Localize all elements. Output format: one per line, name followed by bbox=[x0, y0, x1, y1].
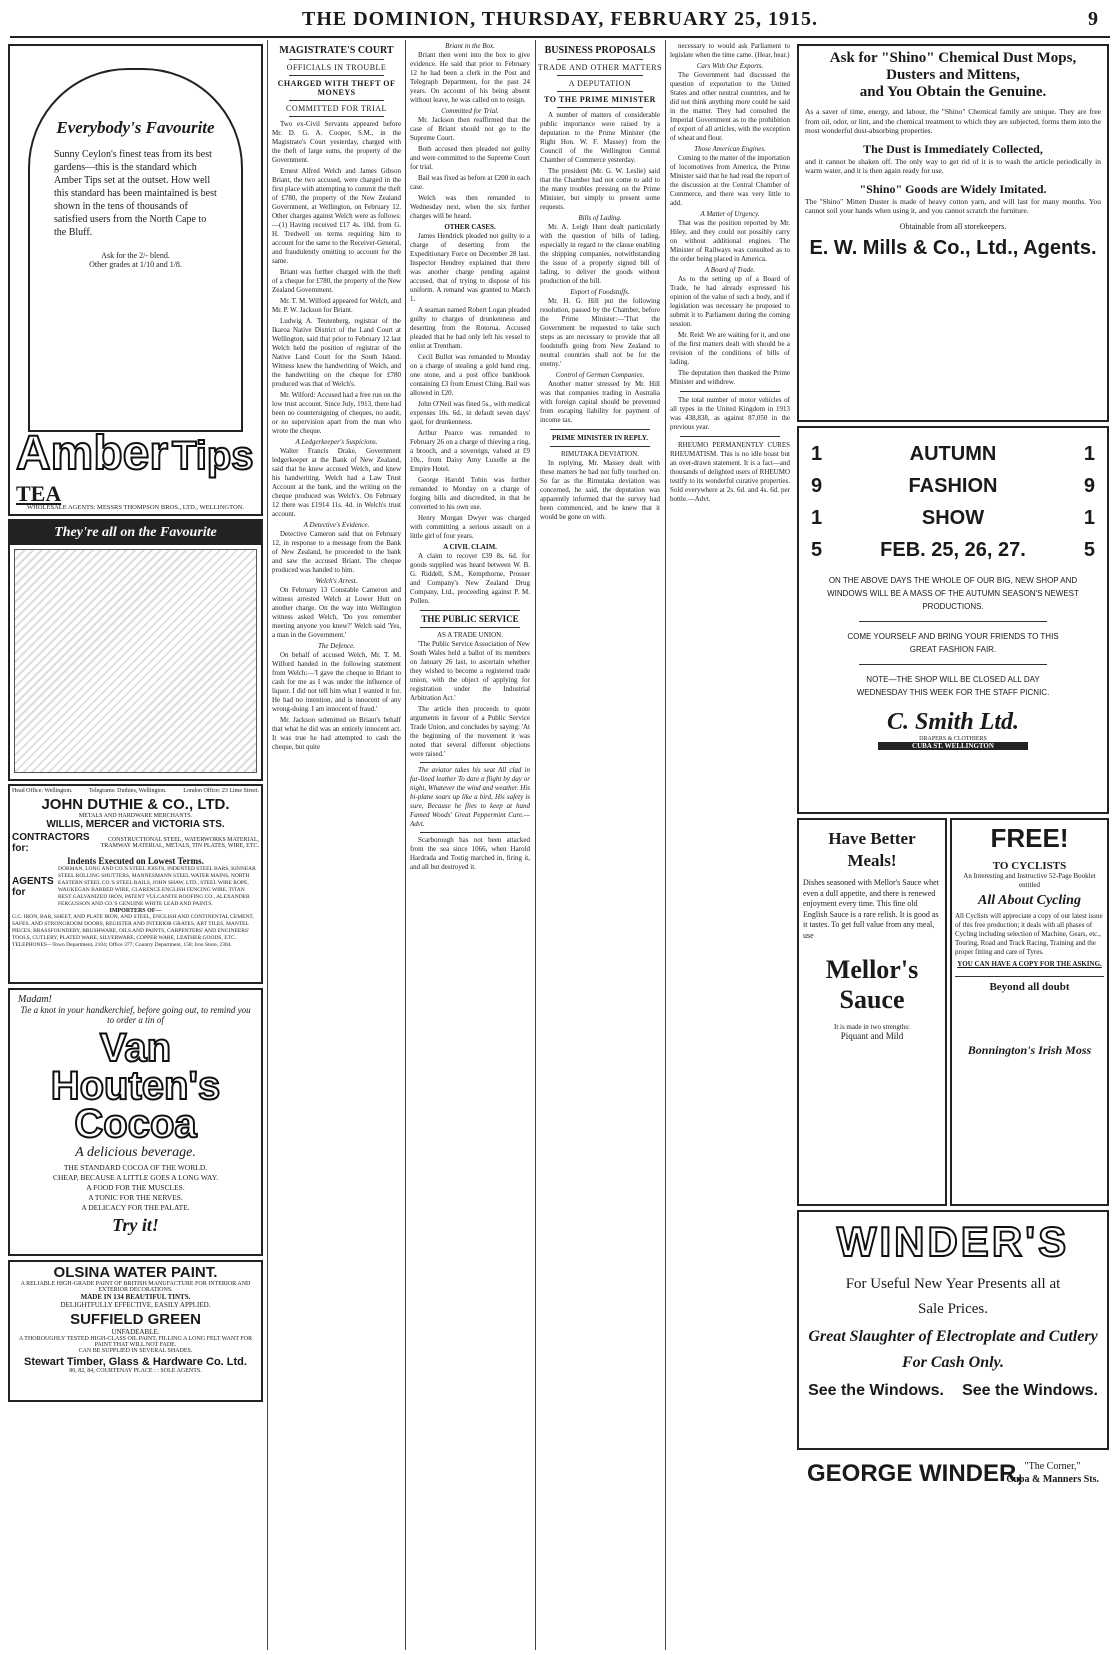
duthie-importers-list: G.C. IRON, BAR, SHEET, AND PLATE IRON, AND STEEL, ENGLISH AND CONTINENTAL CEMENT, SAFES, AND STRONGROOM DOORS, REGISTER AND INTERIOR GRATES, ART TILES, MANTEL PIECES, BRASSFOUNDERY, BRUSHWARE, OILS AND PAINTS, CARPENTERS' AND ENGINEERS' TOOLS, CUTLERY, PLATED WARE, SILVERWARE, COPPER WARE, LEATHER GOODS, ETC. bbox=[12, 914, 254, 941]
george-winder-footer bbox=[797, 1452, 1109, 1502]
col4-p6: The deputation then thanked the Prime Minister and withdrew. bbox=[670, 369, 790, 386]
mellor-tag: It is made in two strengths: bbox=[833, 1023, 911, 1031]
court-title: MAGISTRATE'S COURT bbox=[279, 45, 394, 56]
amber-tips-text: Sunny Ceylon's finest teas from its best gardens—this is the standard which Amber Tips set at the outset. How well this standard has been maintained is best shown in the tens of thousands of satisfied users from the North Cape to the Bluff. bbox=[54, 149, 217, 238]
trade-union-head: AS A TRADE UNION. bbox=[437, 631, 503, 639]
shino-p3: The "Shino" Mitten Duster is made of heavy cotton yarn, and will last for many months. You cannot soil your hands when using it, and you cannot scratch the furniture. bbox=[805, 196, 1101, 215]
free-book: All About Cycling bbox=[978, 893, 1081, 908]
van-logo: Van bbox=[99, 1026, 172, 1070]
court-column bbox=[269, 42, 404, 1652]
business-continued-column bbox=[667, 42, 793, 1180]
business-p5: Another matter stressed by Mr. Hill was that companies trading in Australia with foreign capital should be prevented from escaping liability for payment of income tax. bbox=[540, 380, 660, 424]
business-p1: A number of matters of considerable public importance were raised by a deputation to the Prime Minister (the Right Hon. W. F. Massey) from the Council of the Wellington Central Chamber of Commerce yesterday. bbox=[540, 111, 660, 164]
amber-tips-brand bbox=[16, 426, 261, 507]
court-p2: Ernest Alfred Welch and James Gibson Briant, the two accused, were charged in the first place with attempting to commit the theft of £780, the property of the New Zealand Government, at Wellington, on February 12. Other charges against Welch were as follows:—(1) Having received £17 4s. 10d. from G. H. Tredwell on terms requiring him to account for the same to the Receiver-General, and fraudulently omitting to account for the same. bbox=[272, 167, 401, 265]
court-p16: Welch was then remanded to Wednesday next, when the six further charges will be heard. bbox=[410, 194, 530, 220]
business-title: BUSINESS PROPOSALS bbox=[544, 45, 656, 56]
autumn-fashion-ad bbox=[797, 426, 1109, 814]
winder-line2: Sale Prices. bbox=[918, 1301, 988, 1317]
masthead bbox=[10, 2, 1110, 38]
court-h-committed: Committed for Trial. bbox=[441, 107, 499, 115]
court-p11: Mr. Jackson submitted on Briant's behalf that what he did was an entirely innocent act. It was true he had attempted to cash the cheque, but quite bbox=[272, 716, 401, 751]
houtens-logo: Houten's bbox=[50, 1064, 221, 1108]
col4-p3: That was the position reported by Mr. Hiley, and they could not possibly carry on without additional engines. The Minister of Railways was consulted as to the order being placed in America. bbox=[670, 219, 790, 263]
duthie-firm: WILLIS, MERCER and VICTORIA STS. bbox=[46, 819, 225, 830]
free-text: An Interesting and Instructive 52-Page Booklet entitled bbox=[963, 872, 1096, 889]
tea-logo: TEA bbox=[16, 481, 62, 506]
amber-tips-ask: Ask for the 2/- blend. bbox=[101, 251, 170, 260]
van-houten-line4: A TONIC FOR THE NERVES. bbox=[88, 1193, 183, 1202]
van-houten-line1: THE STANDARD COCOA OF THE WORLD. bbox=[63, 1163, 208, 1172]
year-digit: 9 bbox=[1083, 475, 1095, 497]
column-rule bbox=[267, 40, 268, 1650]
court-p3: Briant was further charged with the theft of a cheque for £780, the property of the New Zealand Government. bbox=[272, 268, 401, 294]
olsina-address: 80, 82, 84, COURTENAY PLACE : : SOLE AGENTS. bbox=[69, 1368, 202, 1374]
duthie-telephones: TELEPHONES—Town Department, 2104; Office 377; Country Department, 158; Iron Store, 2304. bbox=[12, 942, 232, 948]
duthie-contractors: CONTRACTORS for: bbox=[12, 832, 90, 854]
business-p3: Mr. A. Leigh Hunt dealt particularly with the question of bills of lading, especially in regard to the clause enabling the shipping companies, notwithstanding the issue of a properly signed bill of lading, to deliver the goods without production of the bill. bbox=[540, 223, 660, 285]
free-cycling-ad bbox=[950, 818, 1109, 1206]
amber-logo: Amber bbox=[16, 427, 169, 480]
duthie-telegrams: Telegrams: Duthies, Wellington. bbox=[89, 788, 167, 794]
masthead-title: THE DOMINION, THURSDAY, FEBRUARY 25, 1915. bbox=[302, 8, 818, 30]
business-p2: The president (Mr. G. W. Leslie) said that the Chamber had not come to add to the many troubles pressing on the Prime Minister, but simply to present some requests. bbox=[540, 167, 660, 211]
van-houten-brand bbox=[10, 1026, 261, 1146]
court-p15: Bail was fixed as before at £200 in each case. bbox=[410, 174, 530, 191]
business-h-reply: PRIME MINISTER IN REPLY. bbox=[552, 434, 648, 442]
court-p4: Mr. T. M. Wilford appeared for Welch, and Mr. P. W. Jackson for Briant. bbox=[272, 297, 401, 314]
winder-ad bbox=[797, 1210, 1109, 1450]
court-p20: John O'Neil was fined 5s., with medical expenses 10s. 6d., in default seven days' gaol, for drunkenness. bbox=[410, 400, 530, 426]
mellor-sauce-ad bbox=[797, 818, 947, 1206]
court-h-arrest: Welch's Arrest. bbox=[315, 577, 358, 585]
c-smith-name: C. Smith Ltd. bbox=[886, 709, 1020, 735]
col4-p1: The Government had discussed the question of exportation to the United States and other neutral countries, and he did not think anything more could be said in the matter. They had consulted the Imperial Government as to the prohibition of export of all articles, with the exception of wheat and flour. bbox=[670, 71, 790, 142]
year-digit: 1 bbox=[811, 507, 823, 529]
shino-imitated: "Shino" Goods are Widely Imitated. bbox=[859, 181, 1047, 196]
olsina-line3: DELIGHTFULLY EFFECTIVE, EASILY APPLIED. bbox=[60, 1301, 211, 1309]
free-copy: YOU CAN HAVE A COPY FOR THE ASKING. bbox=[957, 960, 1102, 968]
van-houten-knot: Tie a knot in your handkerchief, before going out, to remind you to order a tin of bbox=[20, 1005, 251, 1025]
winder-see1: See the Windows. bbox=[808, 1382, 944, 1399]
mellor-text: Dishes seasoned with Mellor's Sauce whet even a dull appetite, and there is renewed enjoyment every time. This fine old English Sauce is a rare relish. It is good as it tastes. To get full value from any meal, use bbox=[803, 878, 939, 940]
olsina-line2: MADE IN 134 BEAUTIFUL TINTS. bbox=[80, 1293, 191, 1301]
shino-line2: Dusters and Mittens, bbox=[886, 67, 1020, 83]
tips-logo: Tips bbox=[172, 434, 254, 478]
court-p21: Arthur Pearce was remanded to February 26 on a charge of thieving a ring, a brooch, and a sovereign, valued at £9 10s., from Daisy Amy Luxelle at the Empire Hotel. bbox=[410, 429, 530, 473]
court-p13: Mr. Jackson then reaffirmed that the case of Briant should not go to the Supreme Court. bbox=[410, 116, 530, 142]
col4-p0: necessary to would ask Parliament to legislate when the time came. (Hear, hear.) bbox=[670, 42, 790, 59]
free-title: FREE! bbox=[990, 823, 1069, 853]
autumn-p3: NOTE—THE SHOP WILL BE CLOSED ALL DAY WEDNESDAY THIS WEEK FOR THE STAFF PICNIC. bbox=[856, 675, 1050, 697]
c-smith-logo bbox=[878, 709, 1028, 750]
free-to: TO CYCLISTS bbox=[992, 860, 1067, 872]
favourite-ad bbox=[8, 519, 263, 781]
van-houten-line2: CHEAP, BECAUSE A LITTLE GOES A LONG WAY. bbox=[52, 1173, 219, 1182]
year-digit: 1 bbox=[1083, 443, 1095, 465]
court-p19: Cecil Bullot was remanded to Monday on a charge of stealing a gold band ring, one stone, and a post office bankbook containing £3 from Ernest Ching. Bail was allowed in £20. bbox=[410, 353, 530, 397]
autumn-p2: COME YOURSELF AND BRING YOUR FRIENDS TO THIS GREAT FASHION FAIR. bbox=[847, 632, 1059, 654]
court-p25: 'The Public Service Association of New South Wales held a ballot of its members on January 26 last, to ascertain whether they wished to become a registered trade union, with the object of applying for registration under the Industrial Arbitration Act.' bbox=[410, 640, 530, 702]
court-p5: Ludwig A. Teutenberg, registrar of the Ikaroa Native District of the Land Court at Wellington, said that prior to February 12 last Welch held the position of registrar of the Native Land Court for the South Island. Witness knew the handwriting of Welch, and the handwriting on the cheque for £780 produced was that of Welch's. bbox=[272, 317, 401, 388]
peppermint-poem: The aviator takes his seat All clad in fur-lined leather To dare a flight by day or night, Whatever the wind and weather. His bi-plane soars up like a bird, His safety is sure, Because he flies to keep at hand Famed Woods' Great Peppermint Cure.—Advt. bbox=[410, 766, 530, 828]
autumn-title1: AUTUMN bbox=[909, 443, 997, 465]
autumn-title3: SHOW bbox=[921, 507, 985, 529]
van-houten-try: Try it! bbox=[112, 1215, 159, 1235]
free-beyond: Beyond all doubt bbox=[955, 976, 1104, 993]
court-p14: Both accused then pleaded not guilty and were committed to the Supreme Court for trial. bbox=[410, 145, 530, 171]
public-service-head: THE PUBLIC SERVICE bbox=[421, 614, 519, 624]
van-houten-madam: Madam! bbox=[18, 994, 52, 1005]
shino-line3: and You Obtain the Genuine. bbox=[859, 84, 1047, 100]
duthie-importers: IMPORTERS OF— bbox=[109, 908, 162, 914]
favourite-illustration bbox=[14, 549, 257, 773]
amber-tips-ad bbox=[8, 44, 263, 516]
court-p7: Walter Francis Drake, Government ledgerkeeper at the Bank of New Zealand, said that he knew accused Welch, and knew his handwriting. Welch had a Law Trust Account at the bank, and the writing on the cheque produced was Welch's. On February 12 there was £1914 11s. 4d. in Welch's trust account. bbox=[272, 447, 401, 518]
winder-name: GEORGE WINDER, bbox=[807, 1460, 1024, 1487]
shino-p1: As a saver of time, energy, and labour, the "Shino" Chemical family are unique. They are free from oil, odor, or lint, and the chemical treatment to which they are subjected, forms them into the most wonderful dust-absorbing properties. bbox=[805, 107, 1101, 135]
court-p26: The article then proceeds to quote arguments in favour of a Public Service Trade Union, and concludes by saying: 'At the beginning of the movement it was noted that several different objections were raised.' bbox=[410, 705, 530, 758]
amber-tips-other: Other grades at 1/10 and 1/8. bbox=[89, 260, 182, 269]
shino-line1: Ask for "Shino" Chemical Dust Mops, bbox=[829, 50, 1077, 66]
court-h-other: OTHER CASES. bbox=[444, 223, 496, 231]
olsina-line1: A RELIABLE HIGH-GRADE PAINT OF BRITISH MANUFACTURE FOR INTERIOR AND EXTERIOR DECORATIONS. bbox=[20, 1281, 251, 1293]
mellor-title: Have Better Meals! bbox=[828, 829, 916, 870]
col4-h-engines: Those American Engines. bbox=[694, 145, 766, 153]
amber-tips-headline: Everybody's Favourite bbox=[56, 118, 215, 137]
bonnington-brand: Bonnington's Irish Moss bbox=[967, 1043, 1092, 1057]
winder-see2: See the Windows. bbox=[962, 1382, 1098, 1399]
duthie-indents: Indents Executed on Lowest Terms. bbox=[67, 856, 204, 866]
court-p10: On behalf of accused Welch, Mr. T. M. Wilford handed in the following statement from Welch:—'I gave the cheque to Briant to cash for me as I was under the influence of liquor. I did not tell him what I wanted it for. He had no intention, and is innocent of any wrong-doing. I am innocent of fraud.' bbox=[272, 651, 401, 713]
cocoa-logo: Cocoa bbox=[74, 1102, 197, 1146]
winder-line3: Great Slaughter of Electroplate and Cutlery bbox=[808, 1328, 1098, 1345]
winder-line4: For Cash Only. bbox=[901, 1354, 1005, 1371]
shino-agent: E. W. Mills & Co., Ltd., Agents. bbox=[809, 236, 1097, 259]
winder-line1: For Useful New Year Presents all at bbox=[845, 1276, 1061, 1292]
business-sub3: TO THE PRIME MINISTER bbox=[544, 95, 656, 104]
column-rule bbox=[535, 40, 536, 1650]
duthie-london: London Office: 23 Lime Street. bbox=[183, 788, 259, 794]
mellor-brand2: Sauce bbox=[839, 985, 905, 1014]
court-h-civil: A CIVIL CLAIM. bbox=[443, 543, 497, 551]
col4-h-board: A Board of Trade. bbox=[704, 266, 756, 274]
column-rule bbox=[405, 40, 406, 1650]
shino-obtain: Obtainable from all storekeepers. bbox=[899, 221, 1007, 231]
autumn-p1: ON THE ABOVE DAYS THE WHOLE OF OUR BIG, NEW SHOP AND WINDOWS WILL BE A MASS OF THE AUTUMN SEASON'S NEWEST PRODUCTIONS. bbox=[827, 576, 1079, 611]
olsina-unfadeable: UNFADEABLE. bbox=[111, 1328, 160, 1336]
duthie-agents-label: AGENTS for bbox=[12, 876, 54, 898]
van-houten-line3: A FOOD FOR THE MUSCLES. bbox=[86, 1183, 185, 1192]
court-p18: A seaman named Robert Logan pleaded guilty to charges of drunkenness and deserting from the Rotorua. Accused pleaded that he had only left his vessel to enlist at Trentham. bbox=[410, 306, 530, 350]
mellor-tag2: Piquant and Mild bbox=[840, 1031, 904, 1041]
olsina-ad bbox=[8, 1260, 263, 1402]
business-p6: In replying, Mr. Massey dealt with these matters he had not fully touched on. So far as the Rimutaka deviation was concerned, he said, the deputation was apparently informed that the survey had been commenced, and he knew that it would be gone on with. bbox=[540, 459, 660, 521]
court-p23: Henry Morgan Dwyer was charged with committing a serious assault on a little girl of four years. bbox=[410, 514, 530, 540]
court-p9: On February 13 Constable Cameron and witness arrested Welch at Lower Hutt on another charge. On the way into Wellington witness asked Welch, 'Do you remember meeting anyone you knew?' Welch said 'Yes, a man in the Government.' bbox=[272, 586, 401, 639]
duthie-name: JOHN DUTHIE & CO., LTD. bbox=[41, 796, 230, 813]
court-sub1: OFFICIALS IN TROUBLE bbox=[286, 63, 387, 72]
shino-ad bbox=[797, 44, 1109, 422]
duthie-offices bbox=[12, 788, 259, 794]
year-digit: 1 bbox=[1083, 507, 1095, 529]
shino-p2: and it cannot be shaken off. The only way to get rid of it is to wash the article periodically in warm water, and it is then again ready for use. bbox=[805, 156, 1101, 175]
duthie-tag: METALS AND HARDWARE MERCHANTS. bbox=[78, 813, 193, 819]
court-p22: George Harold Tobin was further remanded to Monday on a charge of forging bills and discredited, in that he converted to his own use. bbox=[410, 476, 530, 511]
business-h-food: Export of Foodstuffs. bbox=[570, 288, 630, 296]
year-digit: 5 bbox=[1083, 539, 1095, 561]
van-houten-ad bbox=[8, 988, 263, 1256]
year-digit: 1 bbox=[811, 443, 823, 465]
business-column bbox=[537, 42, 663, 1652]
rheumo-ad: RHEUMO PERMANENTLY CURES RHEUMATISM. This is no idle boast but an over-drawn statement. It is a fact—and thousands of delighted users of RHEUMO testify to its wonderful curative properties. Sold everywhere at 2s. 6d. and 4s. 6d. per bottle.—Advt. bbox=[670, 441, 790, 503]
court-sub3: COMMITTED FOR TRIAL bbox=[286, 104, 387, 113]
duthie-contract-items: CONSTRUCTIONAL STEEL, WATERWORKS MATERIAL, TRAMWAY MATERIAL, METALS, TIN PLATES, WIRE, ETC. bbox=[100, 837, 259, 849]
favourite-headline: They're all on the Favourite bbox=[10, 521, 261, 545]
c-smith-sub: DRAPERS & CLOTHIERS bbox=[919, 736, 987, 742]
col4-p7: The total number of motor vehicles of all types in the United Kingdom in 1913 was 438,838, as against 87,050 in the previous year. bbox=[670, 396, 790, 431]
business-h-bills: Bills of Lading. bbox=[578, 214, 622, 222]
court-p12: Briant then went into the box to give evidence. He said that prior to February 12 he had been a clerk in the Post and Telegraph Department, for the past 24 years. On account of his being absent without leave, he was called on to resign. bbox=[410, 51, 530, 104]
duthie-head-office: Head Office: Wellington. bbox=[12, 788, 73, 794]
duthie-agents-list: DORMAN, LONG AND CO.'S STEEL JOISTS, INDENTED STEEL BARS, KINNEAR STEEL ROLLING SHUTTERS, MANNESMANN STEEL WATER MAINS, NORTH EASTERN STEEL CO.'S STEEL RAILS, JOHN SHAW, LTD., STEEL WIRE ROPE, WAUKEGAN BARBED WIRE, CLARENCE ENGLISH FENCING WIRE, TITAN BEST GALVANIZED IRON, PATENT VULCANITE ROOFING CO., ALEXANDER FERGUSSON AND CO.'S GENUINE WHITE LEAD AND PAINTS. bbox=[58, 866, 256, 907]
free-text2: All Cyclists will appreciate a copy of our latest issue of this free production; it deals with all phases of Cycling including selection of Machine, Gears, etc., Touring, Road and Track Racing, Training and the proper fitting and care of Tyres. bbox=[955, 912, 1103, 956]
col4-p2: Coming to the matter of the importation of locomotives from America, the Prime Minister said that he had read the report of the discussion at the Central Chamber of Commerce, and there was very little to add. bbox=[670, 154, 790, 207]
court-p1: Two ex-Civil Servants appeared before Mr. D. G. A. Cooper, S.M., in the Magistrate's Court yesterday, charged with the theft of large sums, the property of the Government. bbox=[272, 120, 401, 164]
col4-h-cars: Cars With Our Exports. bbox=[696, 62, 764, 70]
year-digit: 5 bbox=[811, 539, 823, 561]
col4-p5: Mr. Reid: We are waiting for it, and one of the first matters dealt with should be a revision of the conditions of bills of lading. bbox=[670, 331, 790, 366]
amber-tips-arch bbox=[28, 68, 243, 432]
autumn-title2: FASHION bbox=[908, 475, 998, 497]
olsina-line5: CAN BE SUPPLIED IN SEVERAL SHADES. bbox=[78, 1348, 193, 1354]
van-houten-line5: A DELICACY FOR THE PALATE. bbox=[81, 1203, 190, 1212]
column-rule bbox=[665, 40, 666, 1650]
amber-tips-agents: WHOLESALE AGENTS: MESSRS THOMPSON BROS., LTD., WELLINGTON. bbox=[27, 504, 244, 511]
stewart-timber: Stewart Timber, Glass & Hardware Co. Ltd. bbox=[24, 1356, 247, 1368]
winder-addr1: "The Corner," bbox=[1024, 1461, 1081, 1472]
business-sub2: A DEPUTATION bbox=[568, 79, 632, 88]
year-digit: 9 bbox=[811, 475, 823, 497]
col4-h-urgency: A Matter of Urgency. bbox=[700, 210, 760, 218]
van-houten-tag: A delicious beverage. bbox=[75, 1145, 196, 1160]
court-h-ledger: A Ledgerkeeper's Suspicions. bbox=[295, 438, 378, 446]
business-h-german: Control of German Companies. bbox=[555, 371, 645, 379]
mellor-brand: Mellor's bbox=[825, 955, 919, 984]
page-number: 9 bbox=[1088, 8, 1098, 30]
olsina-line4: A THOROUGHLY TESTED HIGH-CLASS OIL PAINT, FILLING A LONG FELT WANT FOR PAINT THAT WILL NOT FADE. bbox=[18, 1336, 253, 1348]
suffield-green: SUFFIELD GREEN bbox=[70, 1311, 201, 1328]
c-smith-city: CUBA ST. WELLINGTON bbox=[878, 742, 1028, 750]
court-p17: James Hendrick pleaded not guilty to a charge of deserting from the Expeditionary Force on December 28 last. Inspector Hendrey explained that there was another charge pending against accused, that of trying to dispose of his uniform. A remand was granted to March 1. bbox=[410, 232, 530, 303]
business-sub1: TRADE AND OTHER MATTERS bbox=[537, 63, 663, 72]
duthie-ad bbox=[8, 784, 263, 984]
business-p4: Mr. H. G. Hill put the following resolution, passed by the Chamber, before the Prime Minister:—'That the Government be requested to take such steps as are necessary to provide that all foodstuffs going from New Zealand to neutral countries shall not be for the enemy.' bbox=[540, 297, 660, 368]
business-h-rimutaka: RIMUTAKA DEVIATION. bbox=[561, 450, 639, 458]
court-continued-column bbox=[407, 42, 533, 1652]
court-sub2: CHARGED WITH THEFT OF MONEYS bbox=[277, 79, 396, 97]
court-h-detective: A Detective's Evidence. bbox=[303, 521, 370, 529]
court-p8: Detective Cameron said that on February 12, in response to a message from the Bank of New Zealand, he proceeded to the bank and saw the accused Briant. The cheque produced was handed to him. bbox=[272, 530, 401, 574]
olsina-title: OLSINA WATER PAINT. bbox=[53, 1264, 218, 1281]
court-p6: Mr. Wilford: Accused had a free run on the low trust account. Since July, 1913, there had been no countersigning of cheques, no audit, or no supervision apart from the man who wrote the cheque. bbox=[272, 391, 401, 435]
court-h-box: Briant in the Box. bbox=[445, 42, 495, 50]
court-h-defence: The Defence. bbox=[318, 642, 355, 650]
winder-addr2: Cuba & Manners Sts. bbox=[1006, 1474, 1099, 1485]
shino-dust: The Dust is Immediately Collected, bbox=[863, 141, 1043, 156]
winder-title: WINDER'S bbox=[836, 1218, 1070, 1265]
scarborough-note: Scarborough has not been attacked from the sea since 1066, when Harold Hardrada and Tostig marched in, firing it, and all but destroyed it. bbox=[410, 836, 530, 871]
col4-p4: As to the setting up of a Board of Trade, he had already expressed his opinion of the value of such a body, and if legislation was necessary he proposed to submit it to Parliament during the coming session. bbox=[670, 275, 790, 328]
court-p24: A claim to recover £39 8s. 6d. for goods supplied was heard between W. B. G. Riddell, S.M., Kempthorne, Prosser and Company's New Zealand Drug Company, Ltd., proceeding against P. M. Pollen. bbox=[410, 552, 530, 605]
autumn-dates: FEB. 25, 26, 27. bbox=[880, 539, 1026, 561]
